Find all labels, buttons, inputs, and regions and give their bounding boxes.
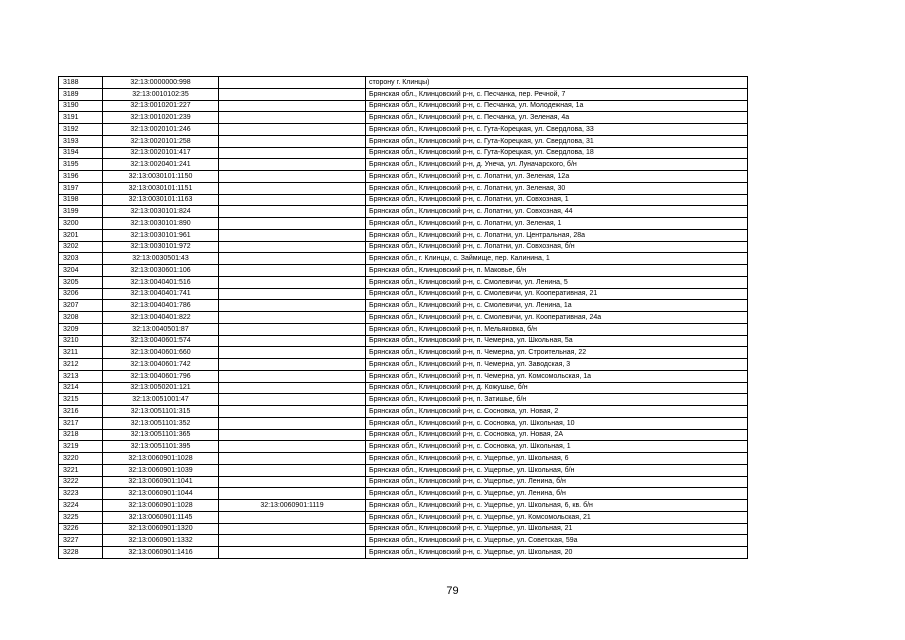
cadastral-number-cell: 32:13:0020101:417 xyxy=(103,147,219,159)
table-row xyxy=(59,312,748,324)
table-row xyxy=(59,476,748,488)
table-row xyxy=(59,370,748,382)
row-number-cell: 3226 xyxy=(59,523,103,535)
related-cadastral-number-cell xyxy=(219,488,366,500)
row-number-cell: 3214 xyxy=(59,382,103,394)
related-cadastral-number-cell xyxy=(219,276,366,288)
table-row xyxy=(59,135,748,147)
table-row xyxy=(59,147,748,159)
cadastral-number-cell: 32:13:0060901:1320 xyxy=(103,523,219,535)
row-number-cell: 3200 xyxy=(59,218,103,230)
cadastral-number-cell: 32:13:0030101:824 xyxy=(103,206,219,218)
cadastral-number-cell: 32:13:0040401:786 xyxy=(103,300,219,312)
table-row xyxy=(59,441,748,453)
related-cadastral-number-cell xyxy=(219,312,366,324)
address-cell: Брянская обл., Клинцовский р-н, с. Лопатни, ул. Зеленая, 30 xyxy=(366,182,748,194)
address-cell: Брянская обл., Клинцовский р-н, п. Маковье, б/н xyxy=(366,265,748,277)
table-row xyxy=(59,124,748,136)
related-cadastral-number-cell xyxy=(219,347,366,359)
related-cadastral-number-cell xyxy=(219,535,366,547)
table-row xyxy=(59,382,748,394)
address-cell: Брянская обл., Клинцовский р-н, с. Лопатни, ул. Совхозная, 1 xyxy=(366,194,748,206)
table-row xyxy=(59,535,748,547)
address-cell: Брянская обл., Клинцовский р-н, с. Сосновка, ул. Школьная, 1 xyxy=(366,441,748,453)
address-cell: Брянская обл., Клинцовский р-н, п. Чемерна, ул. Заводская, 3 xyxy=(366,359,748,371)
address-cell: Брянская обл., Клинцовский р-н, п. Чемерна, ул. Школьная, 5а xyxy=(366,335,748,347)
address-cell: Брянская обл., Клинцовский р-н, п. Чемерна, ул. Строительная, 22 xyxy=(366,347,748,359)
row-number-cell: 3205 xyxy=(59,276,103,288)
table-row xyxy=(59,323,748,335)
row-number-cell: 3193 xyxy=(59,135,103,147)
row-number-cell: 3199 xyxy=(59,206,103,218)
address-cell: Брянская обл., Клинцовский р-н, с. Песчанка, ул. Молодежная, 1а xyxy=(366,100,748,112)
cadastral-number-cell: 32:13:0040501:87 xyxy=(103,323,219,335)
address-cell: Брянская обл., Клинцовский р-н, с. Ущерпье, ул. Школьная, 6, кв. б/н xyxy=(366,500,748,512)
cadastral-number-cell: 32:13:0060901:1416 xyxy=(103,547,219,559)
row-number-cell: 3221 xyxy=(59,464,103,476)
cadastral-number-cell: 32:13:0040401:741 xyxy=(103,288,219,300)
cadastral-number-cell: 32:13:0051001:47 xyxy=(103,394,219,406)
address-cell: Брянская обл., Клинцовский р-н, с. Ущерпье, ул. Ленина, б/н xyxy=(366,476,748,488)
cadastral-number-cell: 32:13:0040601:742 xyxy=(103,359,219,371)
related-cadastral-number-cell xyxy=(219,382,366,394)
table-row xyxy=(59,171,748,183)
cadastral-number-cell: 32:13:0010201:239 xyxy=(103,112,219,124)
related-cadastral-number-cell xyxy=(219,464,366,476)
related-cadastral-number-cell xyxy=(219,182,366,194)
related-cadastral-number-cell xyxy=(219,523,366,535)
objects-table xyxy=(58,76,748,559)
address-cell: Брянская обл., Клинцовский р-н, с. Песчанка, ул. Зеленая, 4а xyxy=(366,112,748,124)
cadastral-number-cell: 32:13:0000000:998 xyxy=(103,77,219,89)
related-cadastral-number-cell xyxy=(219,511,366,523)
table-row xyxy=(59,547,748,559)
cadastral-number-cell: 32:13:0020101:246 xyxy=(103,124,219,136)
cadastral-number-cell: 32:13:0060901:1028 xyxy=(103,500,219,512)
related-cadastral-number-cell xyxy=(219,124,366,136)
related-cadastral-number-cell xyxy=(219,218,366,230)
row-number-cell: 3216 xyxy=(59,406,103,418)
cadastral-number-cell: 32:13:0020401:241 xyxy=(103,159,219,171)
row-number-cell: 3188 xyxy=(59,77,103,89)
cadastral-number-cell: 32:13:0010201:227 xyxy=(103,100,219,112)
table-row xyxy=(59,253,748,265)
table-row xyxy=(59,182,748,194)
address-cell: Брянская обл., Клинцовский р-н, с. Лопатни, ул. Зеленая, 12а xyxy=(366,171,748,183)
related-cadastral-number-cell xyxy=(219,112,366,124)
related-cadastral-number-cell xyxy=(219,441,366,453)
cadastral-number-cell: 32:13:0051101:352 xyxy=(103,417,219,429)
related-cadastral-number-cell xyxy=(219,135,366,147)
row-number-cell: 3195 xyxy=(59,159,103,171)
cadastral-number-cell: 32:13:0060901:1145 xyxy=(103,511,219,523)
address-cell: Брянская обл., Клинцовский р-н, с. Ущерпье, ул. Школьная, б/н xyxy=(366,464,748,476)
related-cadastral-number-cell xyxy=(219,171,366,183)
table-row xyxy=(59,335,748,347)
table-row xyxy=(59,276,748,288)
related-cadastral-number-cell xyxy=(219,77,366,89)
cadastral-number-cell: 32:13:0030101:961 xyxy=(103,229,219,241)
page-number: 79 xyxy=(446,585,459,597)
cadastral-number-cell: 32:13:0051101:315 xyxy=(103,406,219,418)
address-cell: Брянская обл., Клинцовский р-н, с. Сосновка, ул. Новая, 2 xyxy=(366,406,748,418)
row-number-cell: 3196 xyxy=(59,171,103,183)
address-cell: сторону г. Клинцы) xyxy=(366,77,748,89)
row-number-cell: 3201 xyxy=(59,229,103,241)
table-row xyxy=(59,523,748,535)
row-number-cell: 3222 xyxy=(59,476,103,488)
cadastral-number-cell: 32:13:0060901:1041 xyxy=(103,476,219,488)
related-cadastral-number-cell: 32:13:0060901:1119 xyxy=(219,500,366,512)
cadastral-number-cell: 32:13:0040601:796 xyxy=(103,370,219,382)
row-number-cell: 3225 xyxy=(59,511,103,523)
row-number-cell: 3189 xyxy=(59,88,103,100)
cadastral-number-cell: 32:13:0040401:516 xyxy=(103,276,219,288)
row-number-cell: 3208 xyxy=(59,312,103,324)
related-cadastral-number-cell xyxy=(219,406,366,418)
row-number-cell: 3220 xyxy=(59,453,103,465)
row-number-cell: 3209 xyxy=(59,323,103,335)
address-cell: Брянская обл., Клинцовский р-н, с. Сосновка, ул. Школьная, 10 xyxy=(366,417,748,429)
cadastral-number-cell: 32:13:0060901:1332 xyxy=(103,535,219,547)
address-cell: Брянская обл., Клинцовский р-н, с. Смолевичи, ул. Ленина, 5 xyxy=(366,276,748,288)
table-row xyxy=(59,511,748,523)
related-cadastral-number-cell xyxy=(219,100,366,112)
table-row xyxy=(59,429,748,441)
table-row xyxy=(59,218,748,230)
row-number-cell: 3190 xyxy=(59,100,103,112)
cadastral-number-cell: 32:13:0010102:35 xyxy=(103,88,219,100)
table-row xyxy=(59,500,748,512)
related-cadastral-number-cell xyxy=(219,253,366,265)
table-row xyxy=(59,159,748,171)
address-cell: Брянская обл., Клинцовский р-н, с. Смолевичи, ул. Ленина, 1а xyxy=(366,300,748,312)
related-cadastral-number-cell xyxy=(219,194,366,206)
related-cadastral-number-cell xyxy=(219,323,366,335)
related-cadastral-number-cell xyxy=(219,429,366,441)
related-cadastral-number-cell xyxy=(219,547,366,559)
cadastral-number-cell: 32:13:0030101:1163 xyxy=(103,194,219,206)
related-cadastral-number-cell xyxy=(219,476,366,488)
row-number-cell: 3194 xyxy=(59,147,103,159)
table-row xyxy=(59,206,748,218)
related-cadastral-number-cell xyxy=(219,265,366,277)
row-number-cell: 3192 xyxy=(59,124,103,136)
row-number-cell: 3213 xyxy=(59,370,103,382)
address-cell: Брянская обл., Клинцовский р-н, с. Лопатни, ул. Зеленая, 1 xyxy=(366,218,748,230)
row-number-cell: 3206 xyxy=(59,288,103,300)
address-cell: Брянская обл., Клинцовский р-н, п. Затишье, б/н xyxy=(366,394,748,406)
address-cell: Брянская обл., Клинцовский р-н, с. Гута-Корецкая, ул. Свердлова, 31 xyxy=(366,135,748,147)
row-number-cell: 3228 xyxy=(59,547,103,559)
table-row xyxy=(59,453,748,465)
related-cadastral-number-cell xyxy=(219,206,366,218)
address-cell: Брянская обл., Клинцовский р-н, д. Унеча, ул. Луначарского, б/н xyxy=(366,159,748,171)
address-cell: Брянская обл., г. Клинцы, с. Займище, пер. Калинина, 1 xyxy=(366,253,748,265)
address-cell: Брянская обл., Клинцовский р-н, с. Ущерпье, ул. Школьная, 21 xyxy=(366,523,748,535)
table-row xyxy=(59,488,748,500)
related-cadastral-number-cell xyxy=(219,335,366,347)
address-cell: Брянская обл., Клинцовский р-н, с. Ущерпье, ул. Школьная, 20 xyxy=(366,547,748,559)
related-cadastral-number-cell xyxy=(219,300,366,312)
table-row xyxy=(59,417,748,429)
row-number-cell: 3198 xyxy=(59,194,103,206)
cadastral-number-cell: 32:13:0051101:365 xyxy=(103,429,219,441)
table-row xyxy=(59,288,748,300)
cadastral-number-cell: 32:13:0060901:1039 xyxy=(103,464,219,476)
cadastral-number-cell: 32:13:0030101:890 xyxy=(103,218,219,230)
table-row xyxy=(59,100,748,112)
table-row xyxy=(59,300,748,312)
row-number-cell: 3224 xyxy=(59,500,103,512)
cadastral-number-cell: 32:13:0040601:660 xyxy=(103,347,219,359)
row-number-cell: 3211 xyxy=(59,347,103,359)
cadastral-number-cell: 32:13:0020101:258 xyxy=(103,135,219,147)
table-row xyxy=(59,77,748,89)
address-cell: Брянская обл., Клинцовский р-н, с. Гута-Корецкая, ул. Свердлова, 33 xyxy=(366,124,748,136)
row-number-cell: 3203 xyxy=(59,253,103,265)
table-row xyxy=(59,265,748,277)
cadastral-number-cell: 32:13:0040601:574 xyxy=(103,335,219,347)
row-number-cell: 3210 xyxy=(59,335,103,347)
cadastral-number-cell: 32:13:0030101:1150 xyxy=(103,171,219,183)
address-cell: Брянская обл., Клинцовский р-н, с. Лопатни, ул. Центральная, 28а xyxy=(366,229,748,241)
row-number-cell: 3212 xyxy=(59,359,103,371)
related-cadastral-number-cell xyxy=(219,417,366,429)
row-number-cell: 3227 xyxy=(59,535,103,547)
cadastral-number-cell: 32:13:0030101:972 xyxy=(103,241,219,253)
table-row xyxy=(59,464,748,476)
table-row xyxy=(59,229,748,241)
related-cadastral-number-cell xyxy=(219,159,366,171)
row-number-cell: 3215 xyxy=(59,394,103,406)
address-cell: Брянская обл., Клинцовский р-н, с. Песчанка, пер. Речной, 7 xyxy=(366,88,748,100)
address-cell: Брянская обл., Клинцовский р-н, с. Ущерпье, ул. Комсомольская, 21 xyxy=(366,511,748,523)
address-cell: Брянская обл., Клинцовский р-н, п. Мельяковка, б/н xyxy=(366,323,748,335)
objects-table-body xyxy=(59,77,748,559)
row-number-cell: 3204 xyxy=(59,265,103,277)
row-number-cell: 3207 xyxy=(59,300,103,312)
address-cell: Брянская обл., Клинцовский р-н, с. Сосновка, ул. Новая, 2А xyxy=(366,429,748,441)
row-number-cell: 3202 xyxy=(59,241,103,253)
address-cell: Брянская обл., Клинцовский р-н, с. Лопатни, ул. Совхозная, б/н xyxy=(366,241,748,253)
address-cell: Брянская обл., Клинцовский р-н, с. Гута-Корецкая, ул. Свердлова, 18 xyxy=(366,147,748,159)
address-cell: Брянская обл., Клинцовский р-н, с. Ущерпье, ул. Ленина, б/н xyxy=(366,488,748,500)
row-number-cell: 3217 xyxy=(59,417,103,429)
table-row xyxy=(59,112,748,124)
related-cadastral-number-cell xyxy=(219,147,366,159)
table-row xyxy=(59,347,748,359)
address-cell: Брянская обл., Клинцовский р-н, с. Лопатни, ул. Совхозная, 44 xyxy=(366,206,748,218)
related-cadastral-number-cell xyxy=(219,241,366,253)
row-number-cell: 3197 xyxy=(59,182,103,194)
table-row xyxy=(59,406,748,418)
related-cadastral-number-cell xyxy=(219,453,366,465)
cadastral-number-cell: 32:13:0051101:395 xyxy=(103,441,219,453)
cadastral-number-cell: 32:13:0060901:1028 xyxy=(103,453,219,465)
cadastral-number-cell: 32:13:0030501:43 xyxy=(103,253,219,265)
table-row xyxy=(59,241,748,253)
row-number-cell: 3191 xyxy=(59,112,103,124)
table-row xyxy=(59,359,748,371)
address-cell: Брянская обл., Клинцовский р-н, п. Чемерна, ул. Комсомольская, 1а xyxy=(366,370,748,382)
cadastral-number-cell: 32:13:0060901:1044 xyxy=(103,488,219,500)
address-cell: Брянская обл., Клинцовский р-н, с. Ущерпье, ул. Школьная, 6 xyxy=(366,453,748,465)
address-cell: Брянская обл., Клинцовский р-н, с. Ущерпье, ул. Советская, 59а xyxy=(366,535,748,547)
related-cadastral-number-cell xyxy=(219,359,366,371)
related-cadastral-number-cell xyxy=(219,288,366,300)
cadastral-number-cell: 32:13:0030601:106 xyxy=(103,265,219,277)
related-cadastral-number-cell xyxy=(219,229,366,241)
row-number-cell: 3219 xyxy=(59,441,103,453)
related-cadastral-number-cell xyxy=(219,370,366,382)
related-cadastral-number-cell xyxy=(219,88,366,100)
table-row xyxy=(59,194,748,206)
row-number-cell: 3218 xyxy=(59,429,103,441)
related-cadastral-number-cell xyxy=(219,394,366,406)
row-number-cell: 3223 xyxy=(59,488,103,500)
table-row xyxy=(59,394,748,406)
address-cell: Брянская обл., Клинцовский р-н, с. Смолевичи, ул. Кооперативная, 21 xyxy=(366,288,748,300)
address-cell: Брянская обл., Клинцовский р-н, д. Кожушье, б/н xyxy=(366,382,748,394)
address-cell: Брянская обл., Клинцовский р-н, с. Смолевичи, ул. Кооперативная, 24а xyxy=(366,312,748,324)
cadastral-number-cell: 32:13:0030101:1151 xyxy=(103,182,219,194)
cadastral-number-cell: 32:13:0040401:822 xyxy=(103,312,219,324)
cadastral-number-cell: 32:13:0050201:121 xyxy=(103,382,219,394)
table-row xyxy=(59,88,748,100)
